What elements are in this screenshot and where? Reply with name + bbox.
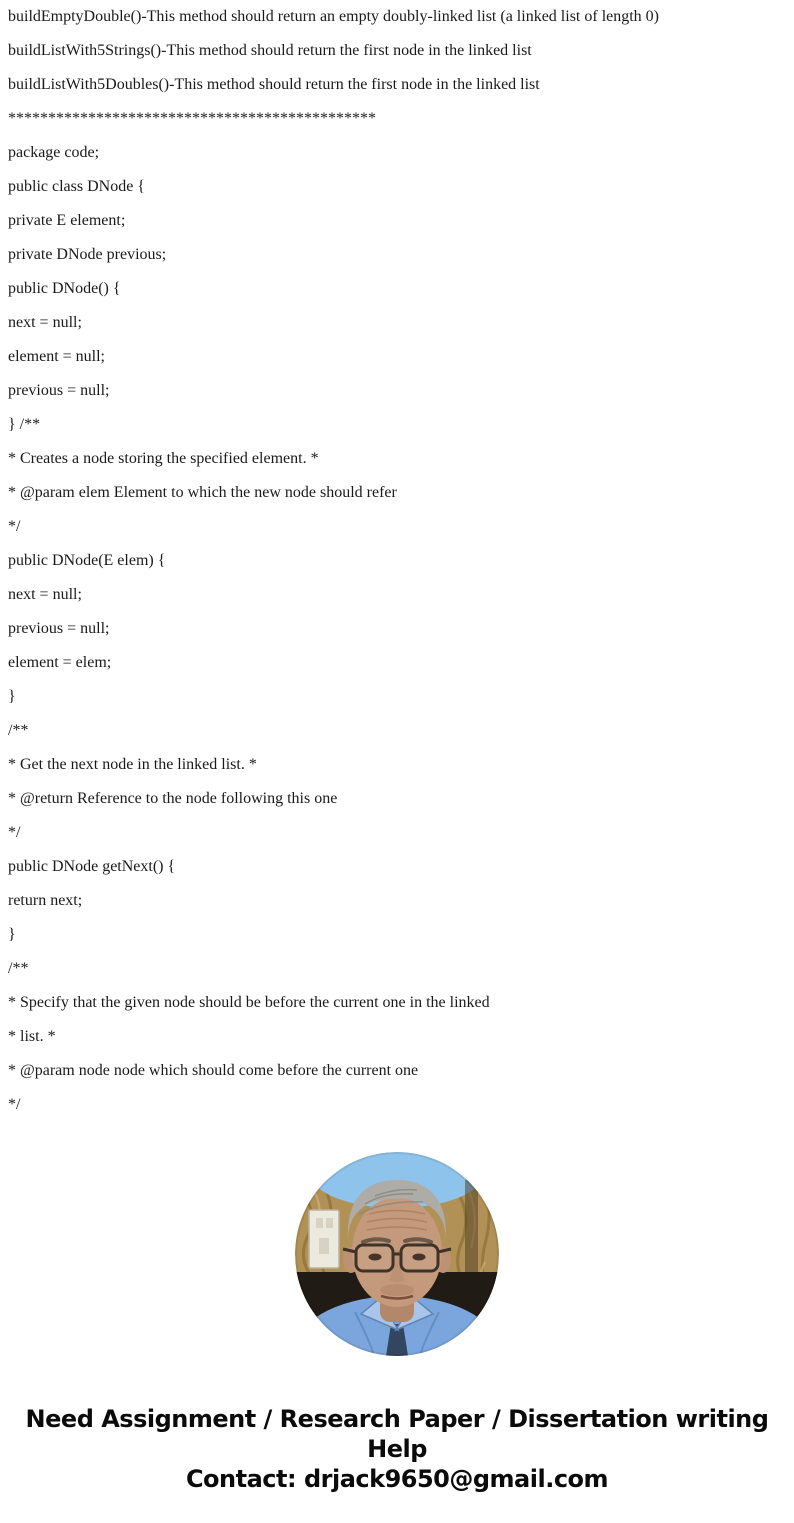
text-line: } xyxy=(8,688,16,705)
text-line: } /** xyxy=(8,416,41,433)
text-line: */ xyxy=(8,1096,21,1113)
text-line: element = null; xyxy=(8,348,105,365)
text-line: package code; xyxy=(8,144,100,161)
text-line: /** xyxy=(8,960,29,977)
text-line: return next; xyxy=(8,892,83,909)
text-line: ********************************************** xyxy=(8,110,376,127)
text-line: */ xyxy=(8,824,21,841)
text-line: buildEmptyDouble()-This method should return an empty doubly-linked list (a linked list of length 0) xyxy=(8,8,660,25)
person-photo-illustration xyxy=(295,1152,499,1356)
text-line: /** xyxy=(8,722,29,739)
text-line: element = elem; xyxy=(8,654,112,671)
text-line: * @param node node which should come before the current one xyxy=(8,1062,419,1079)
text-line: * Creates a node storing the specified element. * xyxy=(8,450,319,467)
text-line: next = null; xyxy=(8,586,82,603)
text-line: previous = null; xyxy=(8,382,110,399)
contact-line: Contact: drjack9650@gmail.com xyxy=(185,1465,609,1493)
text-line: public DNode getNext() { xyxy=(8,858,176,875)
text-line: buildListWith5Doubles()-This method should return the first node in the linked list xyxy=(8,76,540,93)
text-line: * Get the next node in the linked list. * xyxy=(8,756,257,773)
text-line: public class DNode { xyxy=(8,178,145,195)
text-line: previous = null; xyxy=(8,620,110,637)
text-line: * @param elem Element to which the new node should refer xyxy=(8,484,397,501)
text-line: * list. * xyxy=(8,1028,56,1045)
upper-lip-shadow xyxy=(380,1284,414,1296)
text-line: * Specify that the given node should be before the current one in the linked xyxy=(8,994,490,1011)
promo-heading: Need Assignment / Research Paper / Dissertation writing Help xyxy=(25,1405,769,1463)
wall-switch-panel xyxy=(309,1210,339,1268)
text-line: public DNode(E elem) { xyxy=(8,552,166,569)
text-line: private DNode previous; xyxy=(8,246,167,263)
text-line: public DNode() { xyxy=(8,280,121,297)
text-line: buildListWith5Strings()-This method should return the first node in the linked list xyxy=(8,42,532,59)
text-line: } xyxy=(8,926,16,943)
text-line: private E element; xyxy=(8,212,126,229)
promo-footer xyxy=(12,1404,782,1494)
text-line: */ xyxy=(8,518,21,535)
tutor-avatar xyxy=(295,1152,499,1356)
text-line: next = null; xyxy=(8,314,82,331)
text-line: * @return Reference to the node following this one xyxy=(8,790,338,807)
